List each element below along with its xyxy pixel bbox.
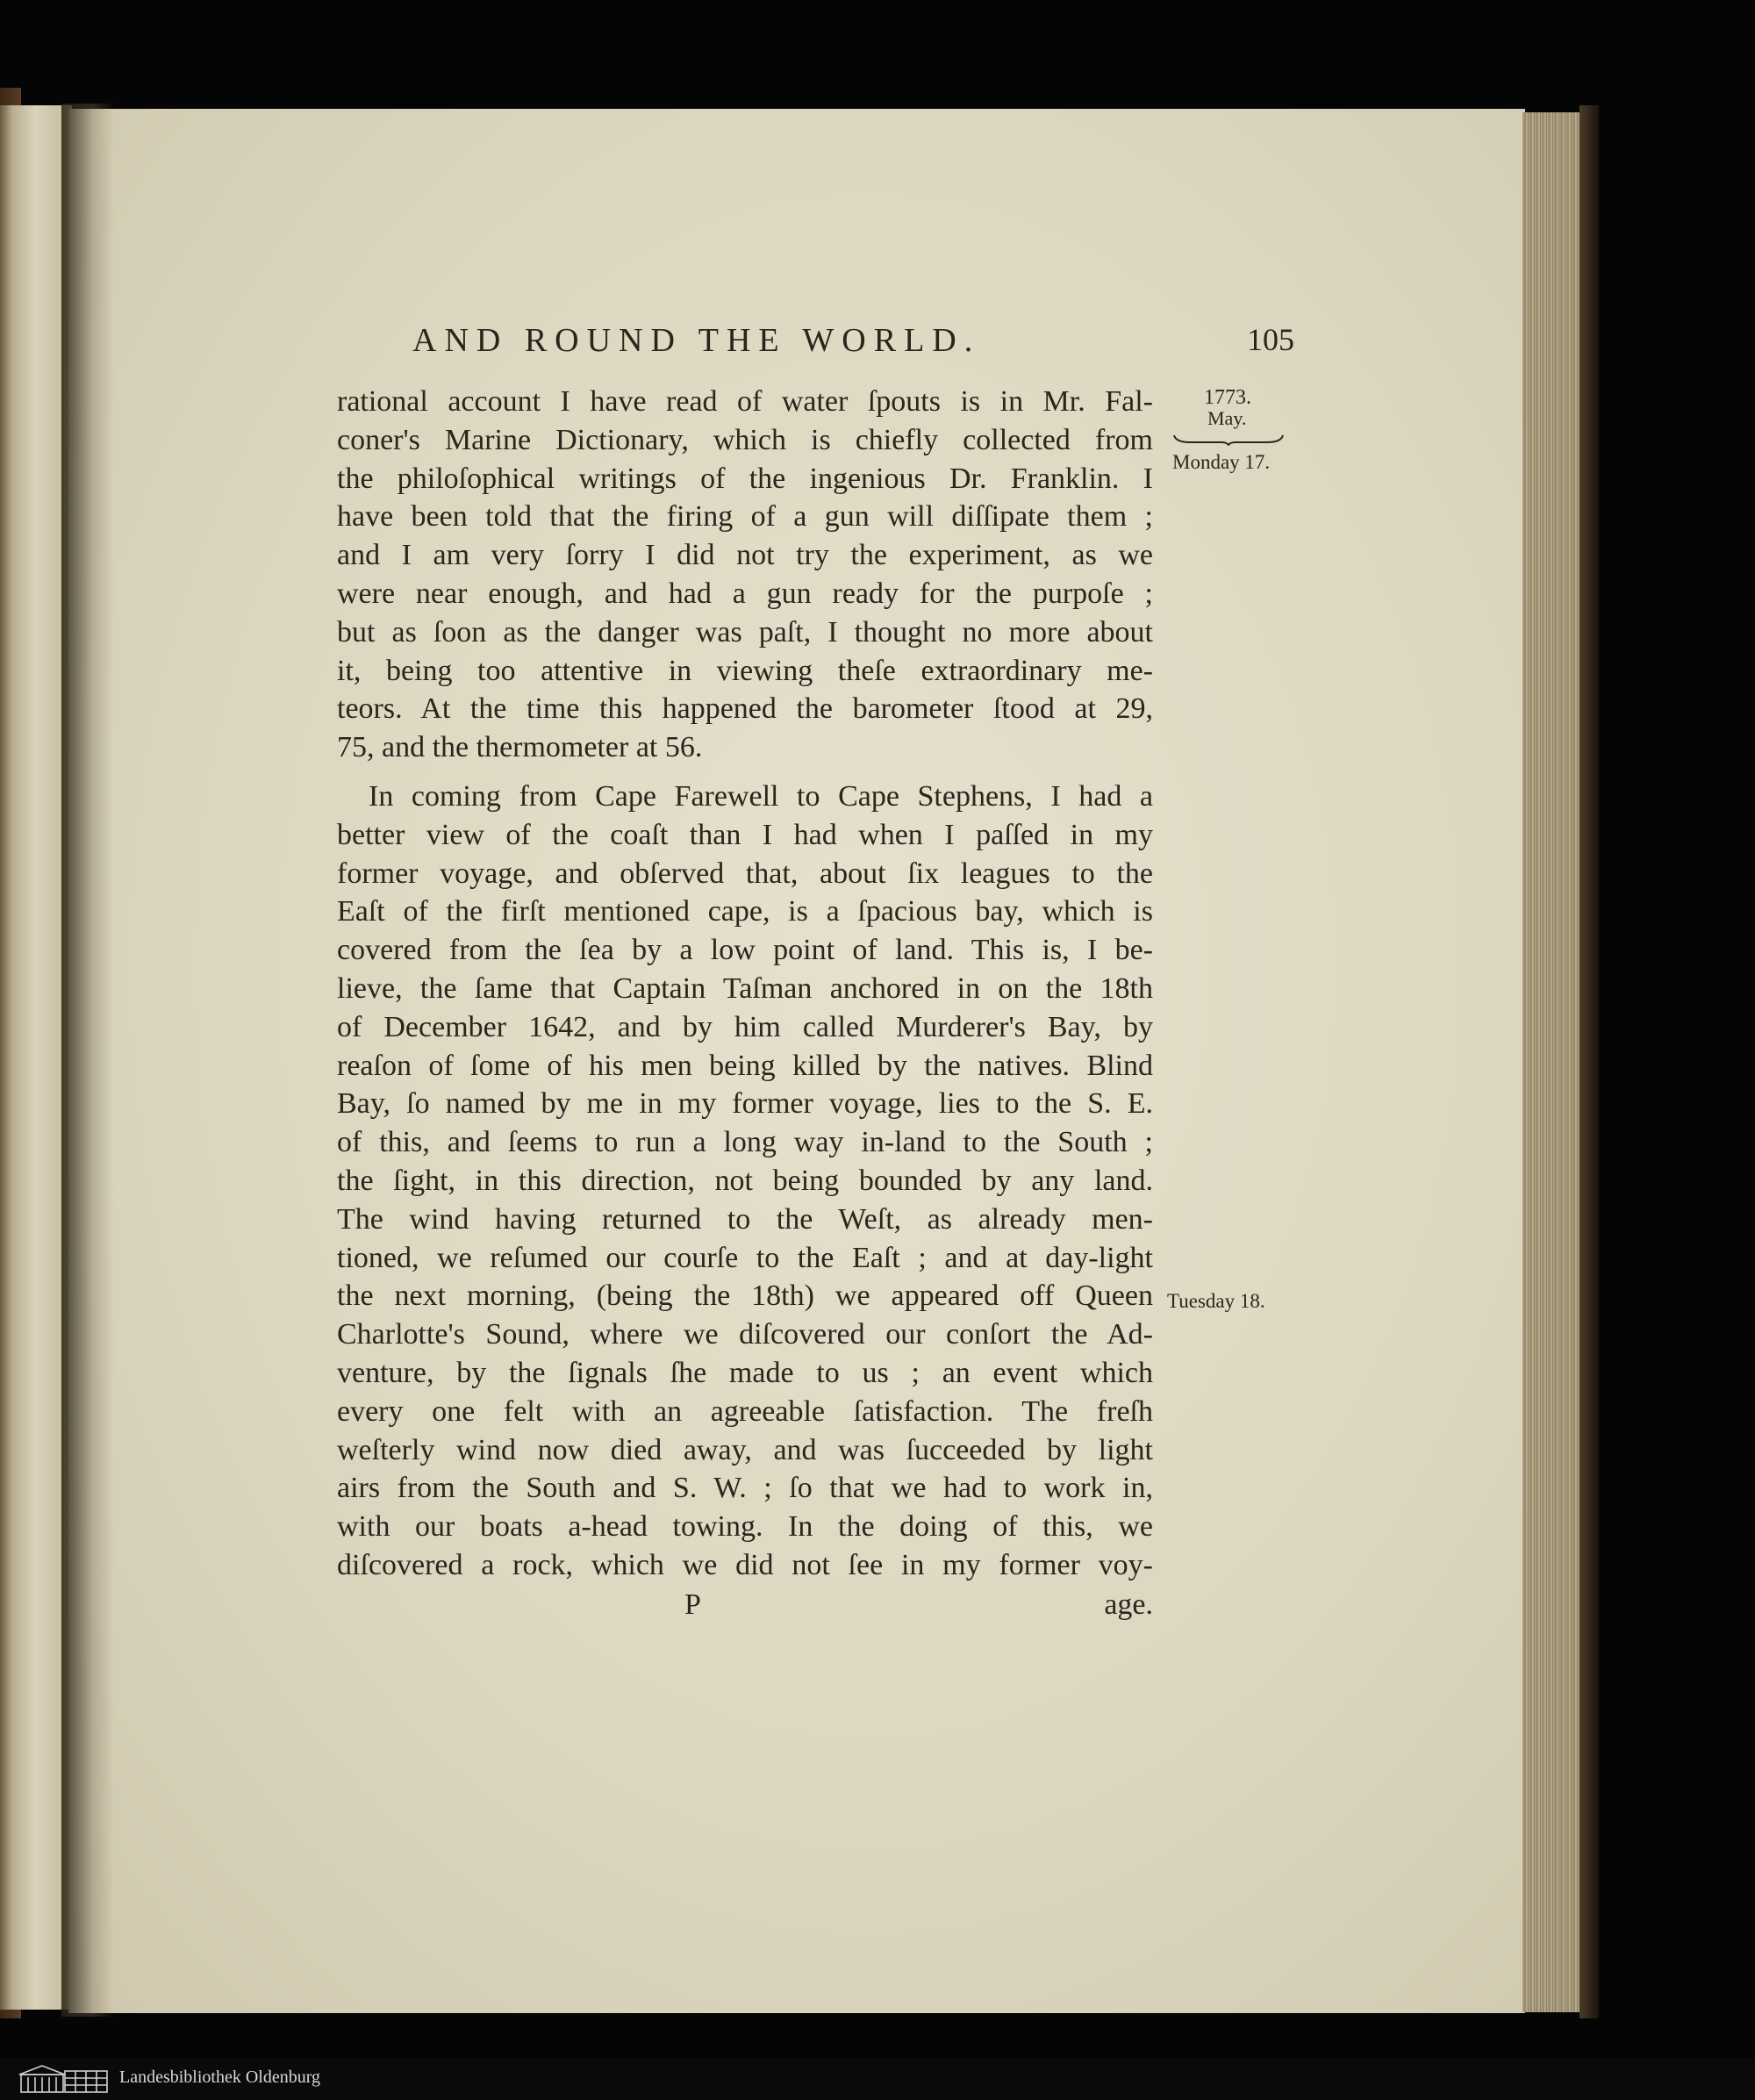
text-line: but as ſoon as the danger was paſt, I thought no more about [337,615,1153,649]
back-cover-edge [1580,105,1599,2018]
text-line: Eaſt of the firſt mentioned cape, is a ſpacious bay, which is [337,895,1153,928]
text-line: it, being too attentive in viewing theſe extraordinary me- [337,654,1153,687]
text-line: every one felt with an agreeable ſatisfaction. The freſh [337,1394,1153,1428]
text-line: Charlotte's Sound, where we diſcovered our conſort the Ad- [337,1318,1153,1351]
text-line: the ſight, in this direction, not being bounded by any land. [337,1164,1153,1197]
text-line: lieve, the ſame that Captain Taſman anchored in on the 18th [337,971,1153,1005]
text-line: have been told that the firing of a gun will diſſipate them ; [337,500,1153,534]
text-line: diſcovered a rock, which we did not ſee in my former voy- [337,1548,1153,1581]
text-line: teors. At the time this happened the barometer ſtood at 29, [337,692,1153,726]
library-building-icon [16,2062,111,2096]
text-line: 75, and the thermometer at 56. [337,731,703,764]
text-line: with our boats a-head towing. In the doing of this, we [337,1510,1153,1544]
page-number: 105 [1247,322,1294,357]
text-line: weſterly wind now died away, and was ſucceeded by light [337,1433,1153,1466]
margin-note-monday: Monday 17. [1172,451,1271,473]
text-line: better view of the coaſt than I had when I paſſed in my [337,818,1153,851]
paragraph-break [337,767,1153,778]
text-line: reaſon of ſome of his men being killed by the natives. Blind [337,1049,1153,1082]
text-line: venture, by the ſignals ſhe made to us ; an event which [337,1356,1153,1389]
text-line: of December 1642, and by him called Murderer's Bay, by [337,1010,1153,1043]
margin-note-tuesday: Tuesday 18. [1167,1290,1265,1312]
text-line: were near enough, and had a gun ready for the purpoſe ; [337,577,1153,610]
margin-note-month: May. [1207,407,1247,429]
text-line: former voyage, and obſerved that, about ſix leagues to the [337,856,1153,890]
catchword: age. [1104,1588,1153,1621]
running-head: AND ROUND THE WORLD. [412,322,981,359]
page-fore-edges [1522,112,1582,2012]
page-foot [337,1588,1153,1627]
text-line: of this, and ſeems to run a long way in-land to the South ; [337,1126,1153,1159]
text-line: In coming from Cape Farewell to Cape Stephens, I had a [369,779,1153,813]
page-header [412,321,1294,365]
text-line: the next morning, (being the 18th) we appeared off Queen [337,1279,1153,1313]
library-credit: Landesbibliothek Oldenburg [119,2068,321,2087]
text-line: tioned, we reſumed our courſe to the Eaſt ; and at day-light [337,1241,1153,1274]
text-line: rational account I have read of water ſpouts is in Mr. Fal- [337,385,1153,418]
signature-mark: P [684,1588,701,1621]
text-line: and I am very ſorry I did not try the experiment, as we [337,539,1153,572]
text-line: airs from the South and S. W. ; ſo that we had to work in, [337,1472,1153,1505]
text-line: Bay, ſo named by me in my former voyage, lies to the S. E. [337,1087,1153,1121]
body-text [337,383,1153,1585]
brace-ornament [1172,434,1285,446]
margin-note-year: 1773. [1204,386,1251,409]
text-line: covered from the ſea by a low point of land. This is, I be- [337,934,1153,967]
gutter-shadow [61,104,114,2017]
text-line: coner's Marine Dictionary, which is chiefly collected from [337,423,1153,456]
text-line: The wind having returned to the Weſt, as already men- [337,1202,1153,1236]
text-line: the philoſophical writings of the ingenious Dr. Franklin. I [337,462,1153,495]
